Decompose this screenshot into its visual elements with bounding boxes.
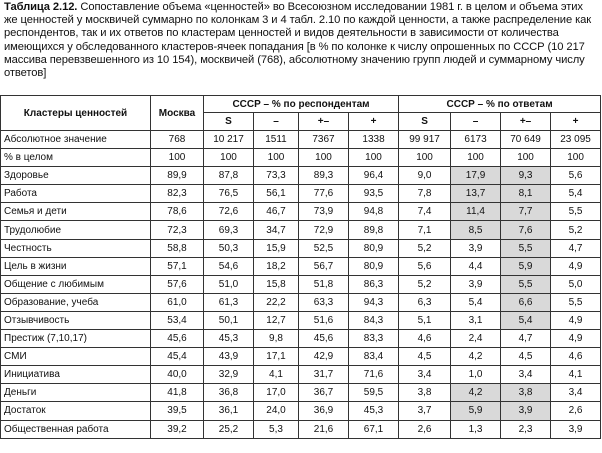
row-label: Здоровье (1, 167, 151, 185)
header-row (1, 96, 601, 113)
table-row (1, 167, 601, 185)
table-cell: 5,5 (501, 239, 551, 257)
row-label: Престиж (7,10,17) (1, 330, 151, 348)
table-cell: 2,3 (501, 420, 551, 438)
table-cell: 3,7 (399, 402, 451, 420)
subheader-resp-minus: – (254, 113, 299, 131)
table-cell: 4,2 (451, 348, 501, 366)
table-cell: 89,3 (299, 167, 349, 185)
table-cell: 3,4 (501, 366, 551, 384)
row-label: Достаток (1, 402, 151, 420)
table-cell: 5,9 (501, 257, 551, 275)
table-cell: 58,8 (151, 239, 204, 257)
table-cell: 5,2 (399, 239, 451, 257)
table-cell: 31,7 (299, 366, 349, 384)
table-cell: 51,6 (299, 311, 349, 329)
table-cell: 41,8 (151, 384, 204, 402)
table-cell: 4,5 (399, 348, 451, 366)
table-cell: 5,3 (254, 420, 299, 438)
table-cell: 10 217 (204, 131, 254, 149)
row-label: Абсолютное значение (1, 131, 151, 149)
row-label: Цель в жизни (1, 257, 151, 275)
table-cell: 3,4 (399, 366, 451, 384)
subheader-ans-plus: + (551, 113, 601, 131)
table-cell: 51,0 (204, 275, 254, 293)
table-cell: 100 (399, 149, 451, 167)
table-cell: 69,3 (204, 221, 254, 239)
row-label: Отзывчивость (1, 311, 151, 329)
table-cell: 93,5 (349, 185, 399, 203)
table-cell: 7,7 (501, 203, 551, 221)
table-row (1, 239, 601, 257)
table-cell: 4,1 (254, 366, 299, 384)
table-cell: 1,3 (451, 420, 501, 438)
table-cell: 87,8 (204, 167, 254, 185)
table-body (1, 131, 601, 439)
table-cell: 36,1 (204, 402, 254, 420)
row-label: Общественная работа (1, 420, 151, 438)
table-cell: 22,2 (254, 293, 299, 311)
table-cell: 4,2 (451, 384, 501, 402)
table-cell: 23 095 (551, 131, 601, 149)
table-cell: 3,9 (451, 239, 501, 257)
table-cell: 5,4 (501, 311, 551, 329)
table-cell: 15,9 (254, 239, 299, 257)
table-row (1, 330, 601, 348)
table-cell: 7367 (299, 131, 349, 149)
table-cell: 100 (254, 149, 299, 167)
table-cell: 72,3 (151, 221, 204, 239)
table-cell: 4,6 (399, 330, 451, 348)
table-cell: 25,2 (204, 420, 254, 438)
table-caption-label: Таблица 2.12. (4, 1, 78, 13)
table-cell: 5,0 (551, 275, 601, 293)
table-cell: 78,6 (151, 203, 204, 221)
row-label: Семья и дети (1, 203, 151, 221)
table-cell: 4,9 (551, 311, 601, 329)
table-cell: 72,9 (299, 221, 349, 239)
row-label: Инициатива (1, 366, 151, 384)
table-cell: 3,9 (451, 275, 501, 293)
table-cell: 100 (451, 149, 501, 167)
table-cell: 61,0 (151, 293, 204, 311)
table-cell: 50,1 (204, 311, 254, 329)
table-cell: 45,6 (151, 330, 204, 348)
table-cell: 80,9 (349, 239, 399, 257)
table-cell: 5,1 (399, 311, 451, 329)
table-cell: 52,5 (299, 239, 349, 257)
table-cell: 63,3 (299, 293, 349, 311)
values-table (0, 95, 601, 439)
table-row (1, 384, 601, 402)
table-row (1, 221, 601, 239)
row-label: Общение с любимым (1, 275, 151, 293)
table-cell: 84,3 (349, 311, 399, 329)
table-cell: 73,9 (299, 203, 349, 221)
table-cell: 34,7 (254, 221, 299, 239)
table-cell: 100 (551, 149, 601, 167)
table-cell: 4,9 (551, 257, 601, 275)
table-cell: 96,4 (349, 167, 399, 185)
table-cell: 80,9 (349, 257, 399, 275)
table-cell: 70 649 (501, 131, 551, 149)
table-cell: 76,5 (204, 185, 254, 203)
table-cell: 17,1 (254, 348, 299, 366)
table-cell: 100 (299, 149, 349, 167)
table-cell: 3,4 (551, 384, 601, 402)
table-cell: 18,2 (254, 257, 299, 275)
table-row (1, 149, 601, 167)
table-cell: 17,0 (254, 384, 299, 402)
table-cell: 57,6 (151, 275, 204, 293)
table-cell: 83,4 (349, 348, 399, 366)
table-cell: 15,8 (254, 275, 299, 293)
table-cell: 5,9 (451, 402, 501, 420)
table-row (1, 402, 601, 420)
table-cell: 56,1 (254, 185, 299, 203)
table-cell: 11,4 (451, 203, 501, 221)
subheader-resp-plusminus: +– (299, 113, 349, 131)
table-cell: 46,7 (254, 203, 299, 221)
table-cell: 5,4 (451, 293, 501, 311)
table-cell: 1338 (349, 131, 399, 149)
table-row (1, 348, 601, 366)
table-cell: 1,0 (451, 366, 501, 384)
table-cell: 5,6 (399, 257, 451, 275)
row-label: Образование, учеба (1, 293, 151, 311)
table-row (1, 185, 601, 203)
table-cell: 24,0 (254, 402, 299, 420)
table-cell: 99 917 (399, 131, 451, 149)
table-cell: 57,1 (151, 257, 204, 275)
table-cell: 100 (349, 149, 399, 167)
table-cell: 5,5 (501, 275, 551, 293)
table-row (1, 203, 601, 221)
table-cell: 83,3 (349, 330, 399, 348)
table-cell: 3,1 (451, 311, 501, 329)
table-cell: 5,2 (399, 275, 451, 293)
subheader-ans-minus: – (451, 113, 501, 131)
table-cell: 3,8 (399, 384, 451, 402)
subheader-resp-s: S (204, 113, 254, 131)
table-cell: 89,8 (349, 221, 399, 239)
table-cell: 72,6 (204, 203, 254, 221)
table-cell: 59,5 (349, 384, 399, 402)
table-cell: 2,6 (399, 420, 451, 438)
header-cluster: Кластеры ценностей (1, 96, 151, 131)
table-cell: 4,6 (551, 348, 601, 366)
table-cell: 12,7 (254, 311, 299, 329)
table-cell: 45,3 (204, 330, 254, 348)
table-caption-text: Сопоставление объема «ценностей» во Всесоюзном исследовании 1981 г. в целом и объема этих же ценностей у москвичей суммарно по колонкам 3 и 4 табл. 2.10 по каждой ценности, а также распределение как респондентов, так и их ответов по кластерам ценностей и видов деятельности в зависимости от количества имеющихся у обследованного кластеров-ячеек попадания [в % по колонке к числу опрошенных по СССР (10 217 массива перевзвешенного из 10 154), москвичей (768), абсолютному значению групп людей и суммарному числу ответов] (4, 1, 592, 80)
table-cell: 42,9 (299, 348, 349, 366)
row-label: Честность (1, 239, 151, 257)
table-cell: 36,7 (299, 384, 349, 402)
table-cell: 9,3 (501, 167, 551, 185)
table-cell: 36,9 (299, 402, 349, 420)
table-cell: 7,6 (501, 221, 551, 239)
table-cell: 3,8 (501, 384, 551, 402)
table-cell: 45,4 (151, 348, 204, 366)
table-cell: 17,9 (451, 167, 501, 185)
table-cell: 77,6 (299, 185, 349, 203)
table-cell: 4,1 (551, 366, 601, 384)
table-cell: 4,7 (551, 239, 601, 257)
table-cell: 6,3 (399, 293, 451, 311)
table-cell: 7,4 (399, 203, 451, 221)
table-cell: 5,5 (551, 293, 601, 311)
header-ussr-answers: СССР – % по ответам (399, 96, 601, 113)
table-cell: 51,8 (299, 275, 349, 293)
table-row (1, 257, 601, 275)
table-cell: 32,9 (204, 366, 254, 384)
table-cell: 36,8 (204, 384, 254, 402)
table-cell: 53,4 (151, 311, 204, 329)
table-row (1, 420, 601, 438)
subheader-resp-plus: + (349, 113, 399, 131)
table-cell: 2,4 (451, 330, 501, 348)
table-row (1, 275, 601, 293)
table-cell: 82,3 (151, 185, 204, 203)
table-cell: 5,4 (551, 185, 601, 203)
table-cell: 86,3 (349, 275, 399, 293)
row-label: СМИ (1, 348, 151, 366)
table-cell: 4,4 (451, 257, 501, 275)
table-cell: 6173 (451, 131, 501, 149)
table-cell: 6,6 (501, 293, 551, 311)
table-row (1, 293, 601, 311)
table-cell: 73,3 (254, 167, 299, 185)
table-cell: 5,5 (551, 203, 601, 221)
header-moscow: Москва (151, 96, 204, 131)
row-label: Работа (1, 185, 151, 203)
table-cell: 43,9 (204, 348, 254, 366)
table-cell: 7,1 (399, 221, 451, 239)
table-cell: 100 (204, 149, 254, 167)
table-cell: 67,1 (349, 420, 399, 438)
table-cell: 13,7 (451, 185, 501, 203)
table-cell: 8,5 (451, 221, 501, 239)
table-cell: 9,8 (254, 330, 299, 348)
table-cell: 768 (151, 131, 204, 149)
table-cell: 50,3 (204, 239, 254, 257)
table-cell: 9,0 (399, 167, 451, 185)
table-cell: 5,2 (551, 221, 601, 239)
table-cell: 94,8 (349, 203, 399, 221)
table-cell: 94,3 (349, 293, 399, 311)
table-cell: 45,3 (349, 402, 399, 420)
table-row (1, 131, 601, 149)
table-cell: 45,6 (299, 330, 349, 348)
table-cell: 89,9 (151, 167, 204, 185)
row-label: Трудолюбие (1, 221, 151, 239)
table-cell: 5,6 (551, 167, 601, 185)
table-cell: 4,5 (501, 348, 551, 366)
table-cell: 21,6 (299, 420, 349, 438)
header-ussr-respondents: СССР – % по респондентам (204, 96, 399, 113)
table-cell: 4,9 (551, 330, 601, 348)
table-cell: 100 (501, 149, 551, 167)
table-cell: 100 (151, 149, 204, 167)
row-label: Деньги (1, 384, 151, 402)
table-cell: 54,6 (204, 257, 254, 275)
subheader-ans-s: S (399, 113, 451, 131)
table-cell: 56,7 (299, 257, 349, 275)
table-cell: 3,9 (551, 420, 601, 438)
subheader-ans-plusminus: +– (501, 113, 551, 131)
table-cell: 40,0 (151, 366, 204, 384)
table-cell: 61,3 (204, 293, 254, 311)
row-label: % в целом (1, 149, 151, 167)
table-cell: 2,6 (551, 402, 601, 420)
table-cell: 8,1 (501, 185, 551, 203)
table-cell: 7,8 (399, 185, 451, 203)
table-caption (4, 1, 598, 80)
table-row (1, 366, 601, 384)
table-cell: 39,5 (151, 402, 204, 420)
table-cell: 3,9 (501, 402, 551, 420)
table-cell: 4,7 (501, 330, 551, 348)
table-row (1, 311, 601, 329)
table-cell: 71,6 (349, 366, 399, 384)
table-cell: 39,2 (151, 420, 204, 438)
table-cell: 1511 (254, 131, 299, 149)
